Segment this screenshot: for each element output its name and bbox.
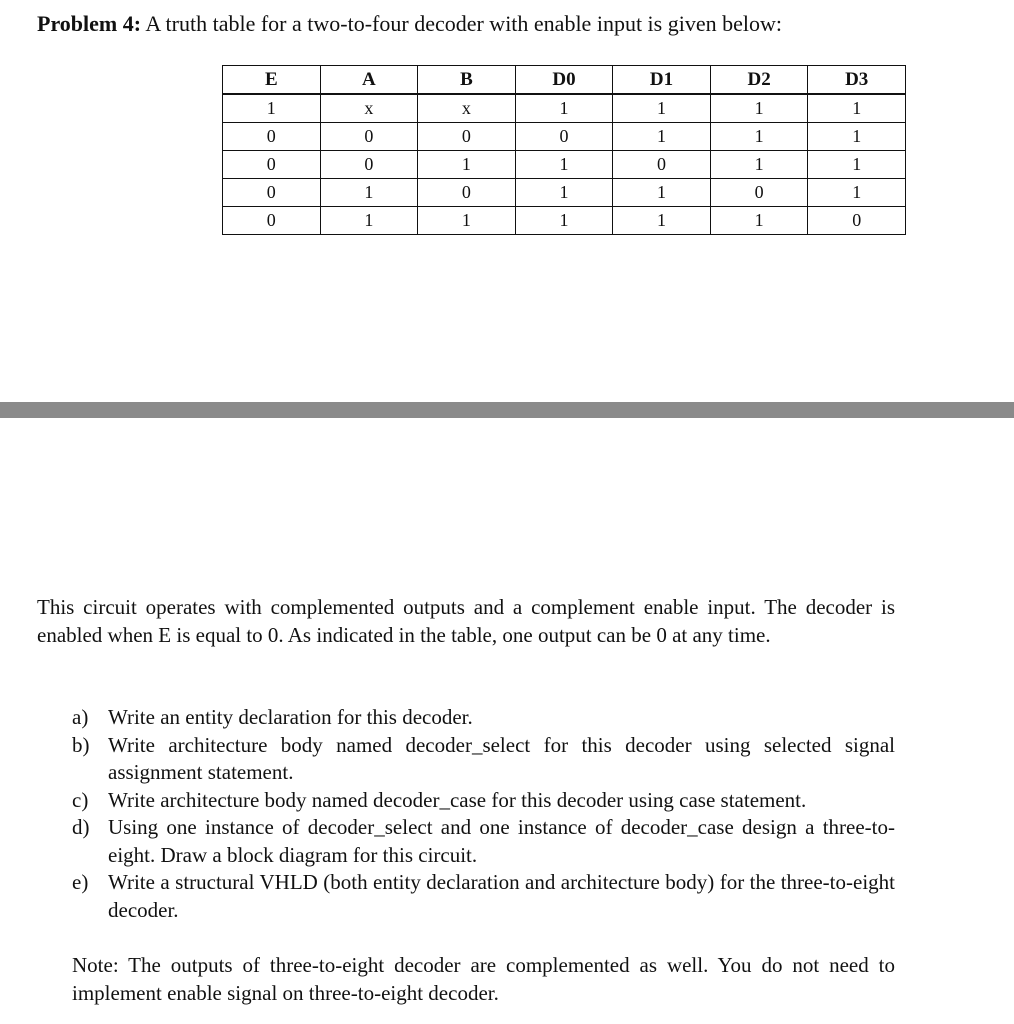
question-item-e [72,869,895,924]
truth-table-header-row [223,66,906,95]
question-text: Write a structural VHLD (both entity declaration and architecture body) for the three-to-eight decoder. [108,870,895,922]
table-cell: 1 [515,179,613,207]
table-row [223,207,906,235]
header-d0: D0 [515,66,613,95]
table-cell: 1 [808,123,906,151]
table-row [223,94,906,123]
question-item-b [72,732,895,787]
table-cell: 1 [710,94,808,123]
header-d1: D1 [613,66,711,95]
table-cell: 1 [320,179,418,207]
table-row [223,123,906,151]
problem-label: Problem 4: [37,11,142,36]
table-cell: 1 [515,151,613,179]
table-cell: 0 [418,179,516,207]
header-d3: D3 [808,66,906,95]
table-cell: 1 [710,123,808,151]
table-cell: 0 [320,123,418,151]
table-cell: 0 [710,179,808,207]
question-item-c [72,787,895,815]
table-cell: x [418,94,516,123]
header-a: A [320,66,418,95]
table-cell: 0 [808,207,906,235]
table-cell: 0 [613,151,711,179]
question-marker: b) [72,732,90,757]
table-cell: 0 [418,123,516,151]
question-text: Using one instance of decoder_select and one instance of decoder_case design a three-to-eight. Draw a block diagram for this circuit. [108,815,895,867]
question-text: Write architecture body named decoder_select for this decoder using selected signal assignment statement. [108,732,895,784]
page-divider [0,402,1014,418]
header-d2: D2 [710,66,808,95]
table-cell: 1 [808,151,906,179]
table-cell: 1 [710,207,808,235]
table-cell: 1 [808,179,906,207]
table-cell: 0 [223,151,321,179]
header-e: E [223,66,321,95]
question-text: Write architecture body named decoder_case for this decoder using case statement. [108,787,807,812]
note-text: Note: The outputs of three-to-eight decoder are complemented as well. You do not need to implement enable signal on three-to-eight decoder. [72,953,895,1005]
table-cell: 1 [710,151,808,179]
table-cell: x [320,94,418,123]
question-marker: a) [72,705,89,729]
problem-intro: A truth table for a two-to-four decoder with enable input is given below: [145,11,782,36]
table-cell: 1 [418,151,516,179]
circuit-description: This circuit operates with complemented outputs and a complement enable input. The decoder is enabled when E is equal to 0. As indicated in the table, one output can be 0 at any time. [37,595,895,647]
question-text: Write an entity declaration for this decoder. [108,705,473,729]
truth-table [222,65,906,235]
table-cell: 1 [613,179,711,207]
table-cell: 0 [223,179,321,207]
table-cell: 1 [515,207,613,235]
table-row [223,179,906,207]
table-cell: 1 [515,94,613,123]
problem-heading [37,10,782,38]
header-b: B [418,66,516,95]
question-marker: e) [72,870,89,894]
table-cell: 0 [223,123,321,151]
question-item-a [72,704,895,732]
table-cell: 0 [223,207,321,235]
table-cell: 0 [320,151,418,179]
question-list [72,704,895,924]
question-item-d [72,814,895,869]
table-cell: 1 [613,207,711,235]
table-row [223,151,906,179]
table-cell: 1 [320,207,418,235]
table-cell: 1 [808,94,906,123]
table-cell: 0 [515,123,613,151]
table-cell: 1 [613,94,711,123]
table-cell: 1 [223,94,321,123]
table-cell: 1 [418,207,516,235]
question-marker: d) [72,815,90,839]
question-marker: c) [72,787,89,812]
table-cell: 1 [613,123,711,151]
